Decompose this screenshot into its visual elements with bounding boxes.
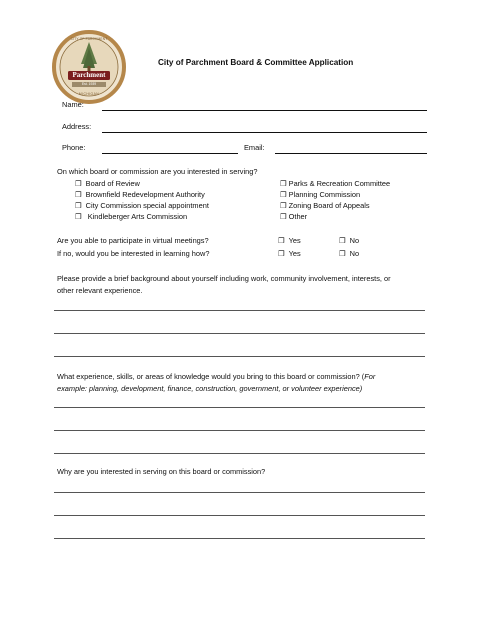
checkbox-icon: ❒: [339, 249, 346, 258]
checkbox-planning[interactable]: [280, 190, 360, 200]
checkbox-label: Kindleberger Arts Commission: [85, 212, 188, 221]
phone-field[interactable]: [102, 153, 238, 154]
name-label: Name:: [62, 100, 84, 109]
background-answer-line[interactable]: [54, 310, 425, 311]
checkbox-label: No: [349, 249, 360, 258]
checkbox-brownfield[interactable]: [75, 190, 205, 200]
logo-small-text: Est. 1939: [81, 82, 97, 86]
address-field[interactable]: [102, 132, 427, 133]
experience-prompt-italic: For: [364, 372, 376, 381]
board-question: On which board or commission are you interested in serving?: [57, 167, 258, 176]
checkbox-label: Yes: [288, 249, 301, 258]
logo-banner-text: Parchment: [72, 71, 106, 79]
experience-answer-line[interactable]: [54, 407, 425, 408]
learning-question: If no, would you be interested in learning how?: [57, 249, 210, 258]
checkbox-zoning[interactable]: [280, 201, 370, 211]
checkbox-parks-recreation[interactable]: [280, 179, 390, 189]
learning-yes-checkbox[interactable]: [278, 249, 301, 259]
email-field[interactable]: [275, 153, 427, 154]
experience-prompt-italic-line-2: example: planning, development, finance, construction, government, or volunteer experience): [57, 384, 363, 393]
checkbox-city-commission[interactable]: [75, 201, 209, 211]
background-prompt-line-2: other relevant experience.: [57, 286, 143, 295]
checkbox-icon: ❒: [278, 249, 285, 258]
background-prompt-line-1: Please provide a brief background about yourself including work, community involvement, interests, or: [57, 274, 391, 283]
checkbox-icon: ❒: [280, 179, 287, 188]
address-label: Address:: [62, 122, 92, 131]
checkbox-label: City Commission special appointment: [85, 201, 209, 210]
checkbox-kindleberger[interactable]: [75, 212, 187, 222]
logo-bottom-text: MICHIGAN: [78, 92, 100, 96]
virtual-question: Are you able to participate in virtual meetings?: [57, 236, 209, 245]
checkbox-label: Zoning Board of Appeals: [288, 201, 370, 210]
checkbox-label: Brownfield Redevelopment Authority: [85, 190, 205, 199]
checkbox-board-of-review[interactable]: [75, 179, 140, 189]
background-answer-line[interactable]: [54, 333, 425, 334]
experience-answer-line[interactable]: [54, 430, 425, 431]
checkbox-label: Parks & Recreation Committee: [288, 179, 391, 188]
checkbox-icon: ❒: [280, 201, 287, 210]
checkbox-label: No: [349, 236, 360, 245]
checkbox-icon: ❒: [75, 190, 82, 199]
checkbox-label: Yes: [288, 236, 301, 245]
why-answer-line[interactable]: [54, 515, 425, 516]
email-label: Email:: [244, 143, 265, 152]
checkbox-icon: ❒: [278, 236, 285, 245]
why-answer-line[interactable]: [54, 492, 425, 493]
phone-label: Phone:: [62, 143, 86, 152]
checkbox-label: Planning Commission: [288, 190, 361, 199]
checkbox-icon: ❒: [75, 179, 82, 188]
form-title: City of Parchment Board & Committee Application: [158, 58, 354, 67]
checkbox-icon: ❒: [75, 201, 82, 210]
checkbox-icon: ❒: [280, 212, 287, 221]
checkbox-label: Other: [288, 212, 308, 221]
experience-prompt: [57, 371, 427, 395]
experience-answer-line[interactable]: [54, 453, 425, 454]
checkbox-icon: ❒: [339, 236, 346, 245]
city-logo: [50, 30, 128, 104]
background-answer-line[interactable]: [54, 356, 425, 357]
virtual-no-checkbox[interactable]: [339, 236, 359, 246]
checkbox-icon: ❒: [75, 212, 82, 221]
why-prompt: Why are you interested in serving on this board or commission?: [57, 467, 266, 476]
logo-top-text: CITY OF PARCHMENT: [70, 37, 108, 41]
virtual-yes-checkbox[interactable]: [278, 236, 301, 246]
experience-prompt-text: What experience, skills, or areas of knowledge would you bring to this board or commission? (: [57, 372, 365, 381]
name-field[interactable]: [102, 110, 427, 111]
checkbox-other[interactable]: [280, 212, 307, 222]
background-prompt: [57, 273, 427, 297]
checkbox-icon: ❒: [280, 190, 287, 199]
learning-no-checkbox[interactable]: [339, 249, 359, 259]
checkbox-label: Board of Review: [85, 179, 140, 188]
why-answer-line[interactable]: [54, 538, 425, 539]
